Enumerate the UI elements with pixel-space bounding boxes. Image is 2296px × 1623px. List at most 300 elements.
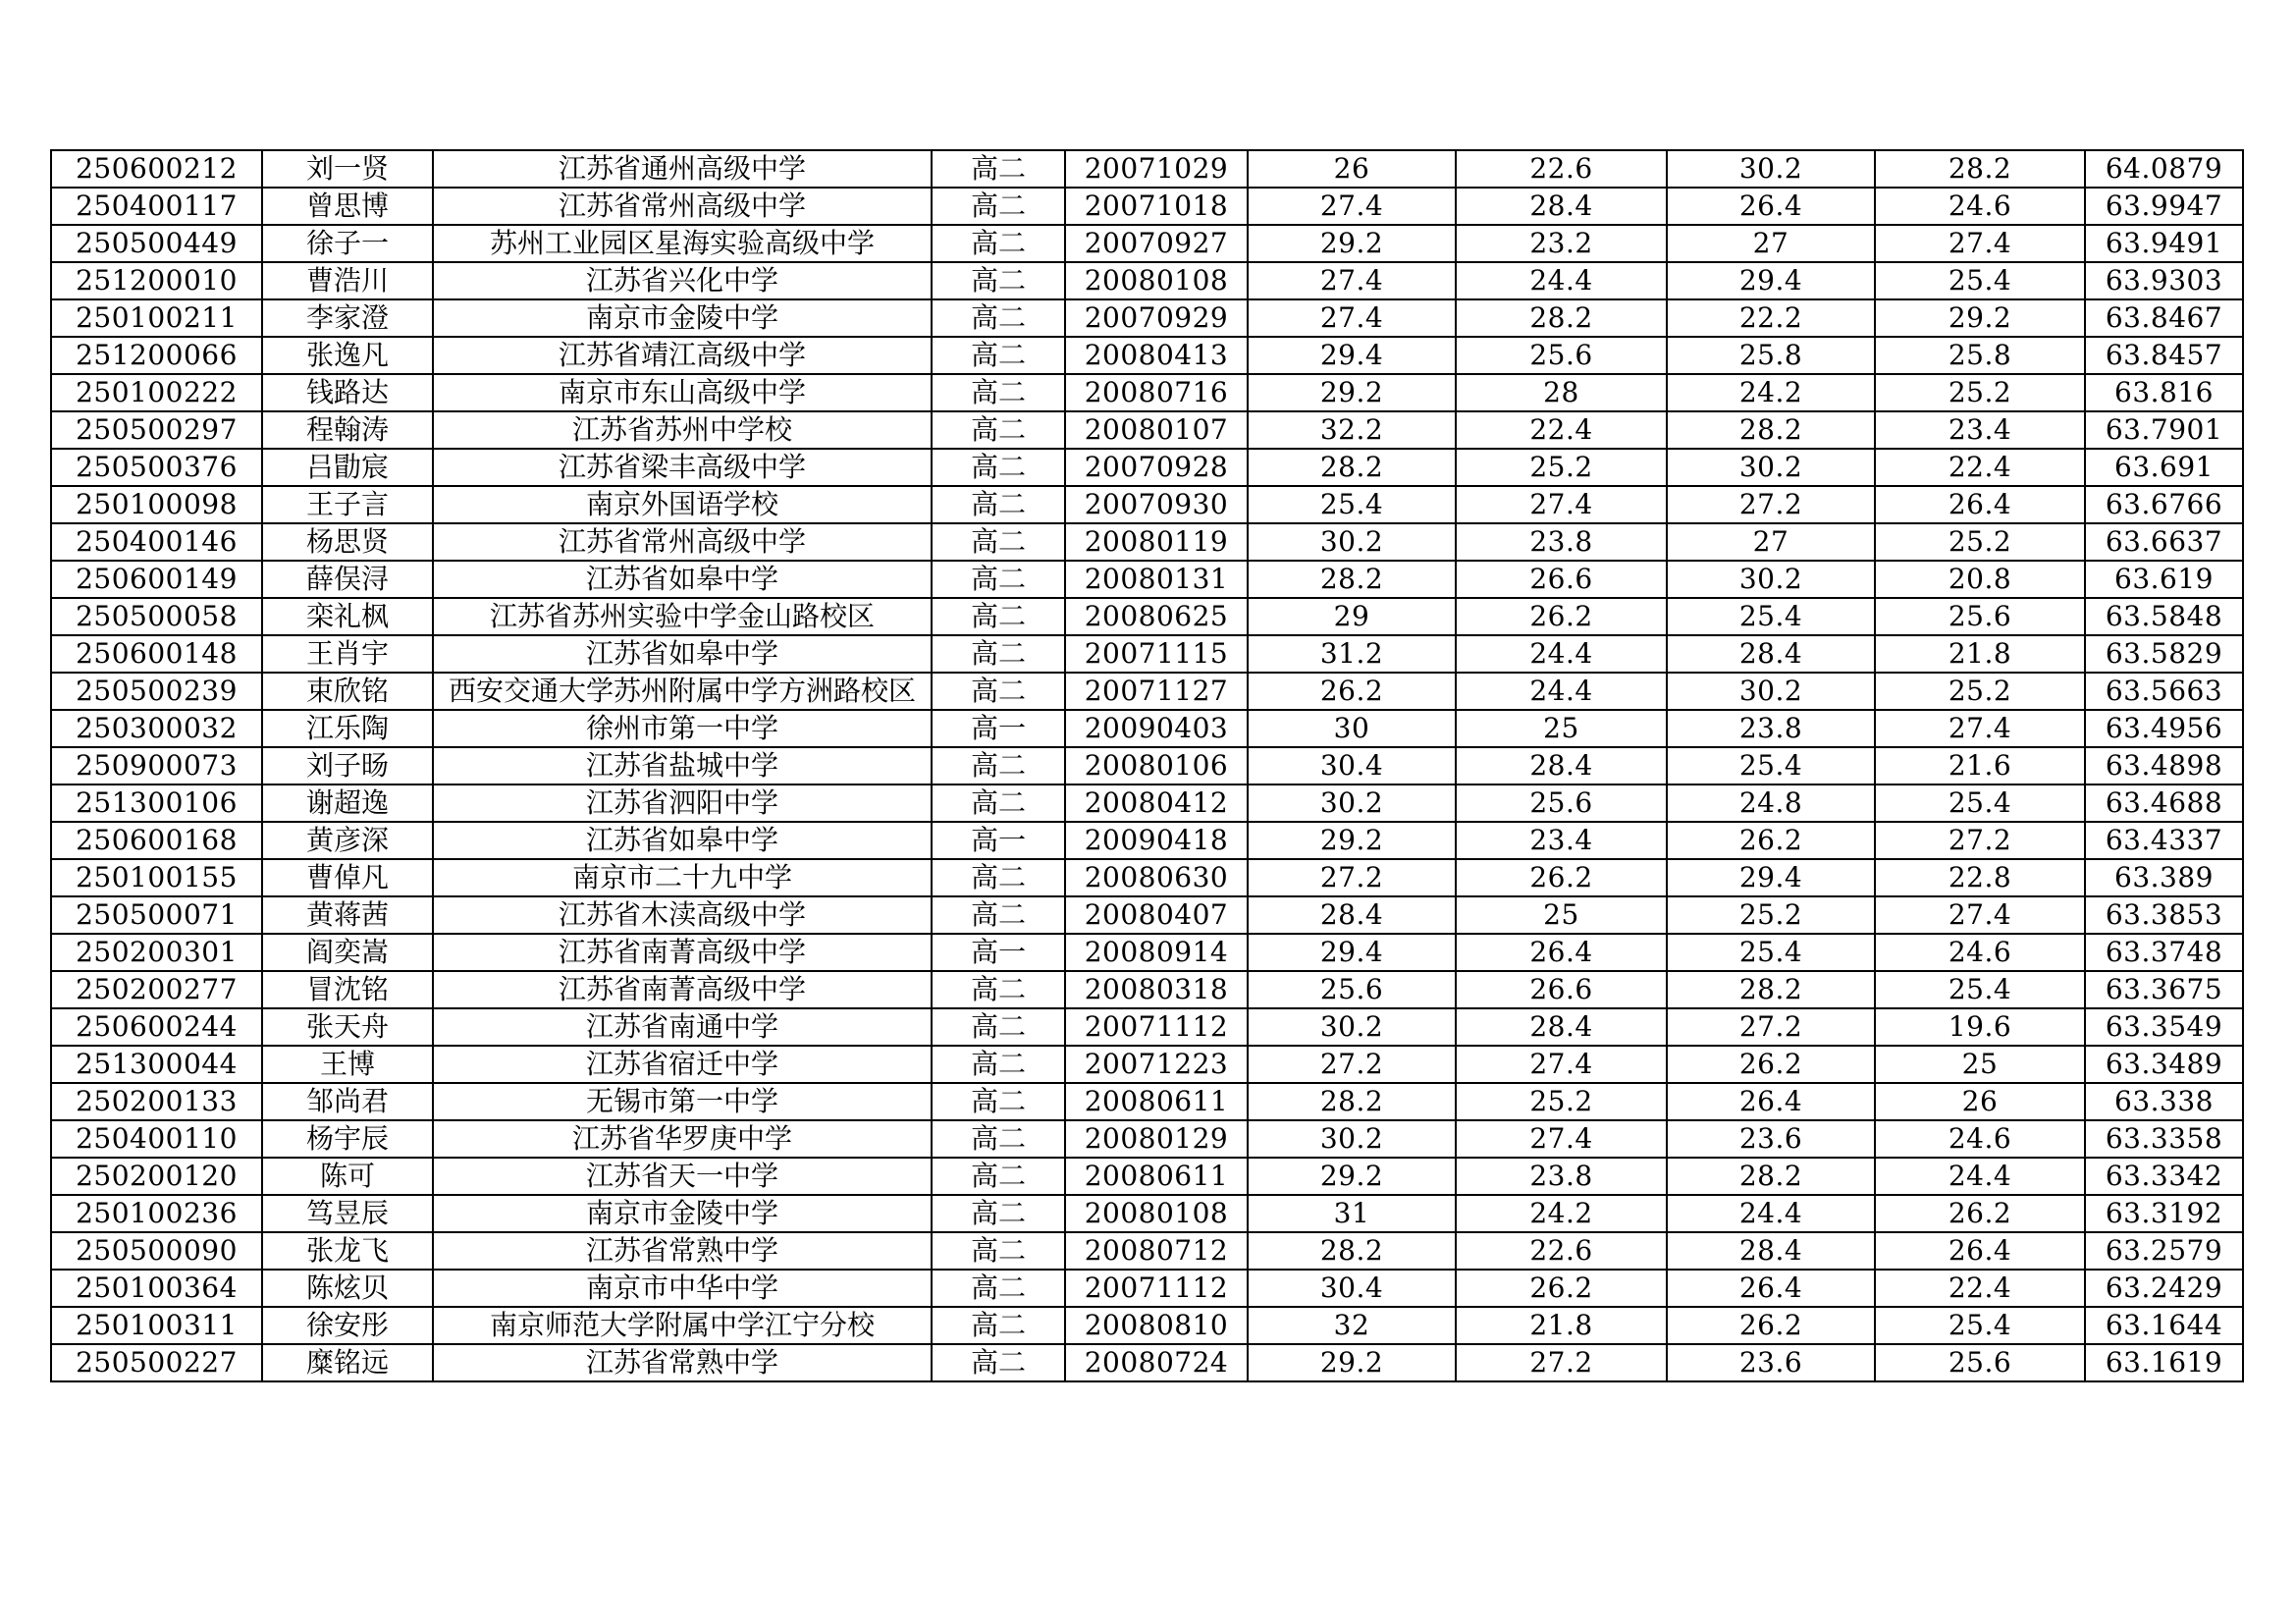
grade-cell: 高二	[932, 896, 1065, 934]
school-cell: 江苏省常熟中学	[433, 1232, 932, 1270]
total-score-cell: 63.3748	[2085, 934, 2243, 971]
score-table-container	[50, 149, 2244, 1382]
score-3-cell: 26.4	[1667, 1083, 1875, 1120]
student-id-cell: 250200301	[51, 934, 262, 971]
grade-cell: 高二	[932, 374, 1065, 411]
score-4-cell: 27.4	[1875, 710, 2085, 747]
total-score-cell: 63.5663	[2085, 673, 2243, 710]
total-score-cell: 63.3342	[2085, 1158, 2243, 1195]
score-1-cell: 25.4	[1248, 486, 1456, 523]
total-score-cell: 63.5829	[2085, 635, 2243, 673]
grade-cell: 高二	[932, 673, 1065, 710]
student-id-cell: 250100364	[51, 1270, 262, 1307]
score-2-cell: 28.4	[1456, 747, 1667, 784]
name-cell: 陈炫贝	[262, 1270, 433, 1307]
birthdate-cell: 20080107	[1065, 411, 1248, 449]
score-1-cell: 31	[1248, 1195, 1456, 1232]
score-2-cell: 26.6	[1456, 561, 1667, 598]
table-row	[51, 598, 2243, 635]
score-4-cell: 26	[1875, 1083, 2085, 1120]
score-1-cell: 28.4	[1248, 896, 1456, 934]
score-3-cell: 28.2	[1667, 971, 1875, 1008]
birthdate-cell: 20080712	[1065, 1232, 1248, 1270]
student-id-cell: 250200120	[51, 1158, 262, 1195]
student-id-cell: 250500071	[51, 896, 262, 934]
student-id-cell: 250600212	[51, 150, 262, 188]
name-cell: 黄蒋茜	[262, 896, 433, 934]
score-2-cell: 27.4	[1456, 486, 1667, 523]
score-1-cell: 30.4	[1248, 747, 1456, 784]
name-cell: 徐安彤	[262, 1307, 433, 1344]
student-id-cell: 250500090	[51, 1232, 262, 1270]
grade-cell: 高一	[932, 822, 1065, 859]
student-id-cell: 250400146	[51, 523, 262, 561]
score-1-cell: 26.2	[1248, 673, 1456, 710]
score-3-cell: 23.6	[1667, 1344, 1875, 1381]
grade-cell: 高二	[932, 598, 1065, 635]
name-cell: 徐子一	[262, 225, 433, 262]
grade-cell: 高二	[932, 1344, 1065, 1381]
birthdate-cell: 20071029	[1065, 150, 1248, 188]
school-cell: 江苏省天一中学	[433, 1158, 932, 1195]
score-2-cell: 26.2	[1456, 598, 1667, 635]
score-1-cell: 30.2	[1248, 1120, 1456, 1158]
school-cell: 江苏省梁丰高级中学	[433, 449, 932, 486]
score-4-cell: 23.4	[1875, 411, 2085, 449]
score-4-cell: 25.6	[1875, 598, 2085, 635]
birthdate-cell: 20080129	[1065, 1120, 1248, 1158]
score-4-cell: 29.2	[1875, 299, 2085, 337]
school-cell: 江苏省苏州实验中学金山路校区	[433, 598, 932, 635]
grade-cell: 高二	[932, 337, 1065, 374]
name-cell: 黄彦深	[262, 822, 433, 859]
score-3-cell: 29.4	[1667, 859, 1875, 896]
school-cell: 江苏省通州高级中学	[433, 150, 932, 188]
birthdate-cell: 20071115	[1065, 635, 1248, 673]
table-row	[51, 896, 2243, 934]
total-score-cell: 63.3675	[2085, 971, 2243, 1008]
total-score-cell: 63.389	[2085, 859, 2243, 896]
birthdate-cell: 20080611	[1065, 1158, 1248, 1195]
name-cell: 曹浩川	[262, 262, 433, 299]
score-3-cell: 28.2	[1667, 411, 1875, 449]
score-1-cell: 32	[1248, 1307, 1456, 1344]
score-2-cell: 23.8	[1456, 1158, 1667, 1195]
birthdate-cell: 20080318	[1065, 971, 1248, 1008]
birthdate-cell: 20071223	[1065, 1046, 1248, 1083]
student-id-cell: 250500376	[51, 449, 262, 486]
grade-cell: 高二	[932, 635, 1065, 673]
score-3-cell: 23.6	[1667, 1120, 1875, 1158]
table-row	[51, 673, 2243, 710]
score-2-cell: 23.8	[1456, 523, 1667, 561]
score-3-cell: 26.2	[1667, 822, 1875, 859]
student-id-cell: 250600168	[51, 822, 262, 859]
score-1-cell: 28.2	[1248, 1232, 1456, 1270]
school-cell: 南京市二十九中学	[433, 859, 932, 896]
grade-cell: 高二	[932, 1120, 1065, 1158]
score-3-cell: 27.2	[1667, 1008, 1875, 1046]
score-4-cell: 22.4	[1875, 1270, 2085, 1307]
table-row	[51, 1232, 2243, 1270]
table-row	[51, 411, 2243, 449]
school-cell: 江苏省南通中学	[433, 1008, 932, 1046]
school-cell: 江苏省苏州中学校	[433, 411, 932, 449]
score-2-cell: 21.8	[1456, 1307, 1667, 1344]
school-cell: 江苏省宿迁中学	[433, 1046, 932, 1083]
grade-cell: 高二	[932, 859, 1065, 896]
score-1-cell: 26	[1248, 150, 1456, 188]
birthdate-cell: 20070930	[1065, 486, 1248, 523]
score-3-cell: 27.2	[1667, 486, 1875, 523]
name-cell: 张天舟	[262, 1008, 433, 1046]
total-score-cell: 63.1644	[2085, 1307, 2243, 1344]
score-3-cell: 30.2	[1667, 449, 1875, 486]
school-cell: 江苏省常州高级中学	[433, 188, 932, 225]
total-score-cell: 63.338	[2085, 1083, 2243, 1120]
name-cell: 王子言	[262, 486, 433, 523]
grade-cell: 高二	[932, 1232, 1065, 1270]
grade-cell: 高二	[932, 449, 1065, 486]
score-2-cell: 28.4	[1456, 1008, 1667, 1046]
grade-cell: 高二	[932, 150, 1065, 188]
total-score-cell: 63.1619	[2085, 1344, 2243, 1381]
student-id-cell: 250100098	[51, 486, 262, 523]
score-2-cell: 25	[1456, 896, 1667, 934]
score-1-cell: 30	[1248, 710, 1456, 747]
school-cell: 江苏省如皋中学	[433, 635, 932, 673]
total-score-cell: 63.4898	[2085, 747, 2243, 784]
grade-cell: 高二	[932, 561, 1065, 598]
table-row	[51, 1008, 2243, 1046]
birthdate-cell: 20080724	[1065, 1344, 1248, 1381]
birthdate-cell: 20080810	[1065, 1307, 1248, 1344]
school-cell: 江苏省如皋中学	[433, 822, 932, 859]
score-3-cell: 24.4	[1667, 1195, 1875, 1232]
score-2-cell: 23.2	[1456, 225, 1667, 262]
name-cell: 谢超逸	[262, 784, 433, 822]
student-id-cell: 250200277	[51, 971, 262, 1008]
score-3-cell: 29.4	[1667, 262, 1875, 299]
score-1-cell: 29.2	[1248, 1344, 1456, 1381]
table-row	[51, 561, 2243, 598]
score-3-cell: 28.4	[1667, 1232, 1875, 1270]
school-cell: 江苏省泗阳中学	[433, 784, 932, 822]
name-cell: 阎奕嵩	[262, 934, 433, 971]
name-cell: 邹尚君	[262, 1083, 433, 1120]
score-4-cell: 28.2	[1875, 150, 2085, 188]
grade-cell: 高二	[932, 1270, 1065, 1307]
score-1-cell: 30.2	[1248, 784, 1456, 822]
score-2-cell: 26.2	[1456, 1270, 1667, 1307]
score-3-cell: 30.2	[1667, 673, 1875, 710]
total-score-cell: 63.2579	[2085, 1232, 2243, 1270]
score-2-cell: 25.2	[1456, 449, 1667, 486]
score-3-cell: 22.2	[1667, 299, 1875, 337]
table-row	[51, 635, 2243, 673]
student-id-cell: 251300106	[51, 784, 262, 822]
birthdate-cell: 20090418	[1065, 822, 1248, 859]
total-score-cell: 63.5848	[2085, 598, 2243, 635]
student-id-cell: 250400110	[51, 1120, 262, 1158]
score-4-cell: 25.2	[1875, 673, 2085, 710]
name-cell: 笃昱辰	[262, 1195, 433, 1232]
table-body	[51, 150, 2243, 1381]
score-1-cell: 32.2	[1248, 411, 1456, 449]
score-3-cell: 26.2	[1667, 1046, 1875, 1083]
score-1-cell: 28.2	[1248, 561, 1456, 598]
birthdate-cell: 20080131	[1065, 561, 1248, 598]
school-cell: 江苏省华罗庚中学	[433, 1120, 932, 1158]
score-4-cell: 27.4	[1875, 225, 2085, 262]
student-id-cell: 251200010	[51, 262, 262, 299]
score-2-cell: 26.4	[1456, 934, 1667, 971]
grade-cell: 高二	[932, 1046, 1065, 1083]
birthdate-cell: 20080716	[1065, 374, 1248, 411]
score-4-cell: 21.6	[1875, 747, 2085, 784]
birthdate-cell: 20080106	[1065, 747, 1248, 784]
total-score-cell: 63.3853	[2085, 896, 2243, 934]
table-row	[51, 710, 2243, 747]
grade-cell: 高一	[932, 710, 1065, 747]
school-cell: 江苏省靖江高级中学	[433, 337, 932, 374]
total-score-cell: 63.619	[2085, 561, 2243, 598]
score-4-cell: 27.4	[1875, 896, 2085, 934]
total-score-cell: 63.8467	[2085, 299, 2243, 337]
table-row	[51, 486, 2243, 523]
score-3-cell: 26.4	[1667, 188, 1875, 225]
birthdate-cell: 20071112	[1065, 1008, 1248, 1046]
name-cell: 王博	[262, 1046, 433, 1083]
score-1-cell: 29	[1248, 598, 1456, 635]
name-cell: 江乐陶	[262, 710, 433, 747]
score-4-cell: 25.4	[1875, 971, 2085, 1008]
score-4-cell: 25.4	[1875, 784, 2085, 822]
score-4-cell: 25.6	[1875, 1344, 2085, 1381]
table-row	[51, 1344, 2243, 1381]
total-score-cell: 63.9491	[2085, 225, 2243, 262]
student-id-cell: 251200066	[51, 337, 262, 374]
score-4-cell: 24.4	[1875, 1158, 2085, 1195]
table-row	[51, 1120, 2243, 1158]
score-4-cell: 27.2	[1875, 822, 2085, 859]
score-2-cell: 25	[1456, 710, 1667, 747]
table-row	[51, 449, 2243, 486]
score-1-cell: 27.4	[1248, 188, 1456, 225]
school-cell: 南京市金陵中学	[433, 299, 932, 337]
student-id-cell: 251300044	[51, 1046, 262, 1083]
score-3-cell: 30.2	[1667, 561, 1875, 598]
score-2-cell: 28.2	[1456, 299, 1667, 337]
score-2-cell: 24.4	[1456, 635, 1667, 673]
score-1-cell: 29.2	[1248, 822, 1456, 859]
score-4-cell: 25	[1875, 1046, 2085, 1083]
grade-cell: 高二	[932, 523, 1065, 561]
school-cell: 南京师范大学附属中学江宁分校	[433, 1307, 932, 1344]
table-row	[51, 188, 2243, 225]
name-cell: 陈可	[262, 1158, 433, 1195]
score-4-cell: 22.8	[1875, 859, 2085, 896]
score-1-cell: 31.2	[1248, 635, 1456, 673]
score-3-cell: 25.8	[1667, 337, 1875, 374]
name-cell: 糜铭远	[262, 1344, 433, 1381]
table-row	[51, 747, 2243, 784]
total-score-cell: 63.7901	[2085, 411, 2243, 449]
score-3-cell: 28.4	[1667, 635, 1875, 673]
table-row	[51, 374, 2243, 411]
score-1-cell: 30.2	[1248, 523, 1456, 561]
score-2-cell: 25.2	[1456, 1083, 1667, 1120]
table-row	[51, 337, 2243, 374]
score-2-cell: 26.6	[1456, 971, 1667, 1008]
score-4-cell: 25.8	[1875, 337, 2085, 374]
table-row	[51, 262, 2243, 299]
score-2-cell: 23.4	[1456, 822, 1667, 859]
student-id-cell: 250100222	[51, 374, 262, 411]
school-cell: 无锡市第一中学	[433, 1083, 932, 1120]
score-1-cell: 30.4	[1248, 1270, 1456, 1307]
table-row	[51, 1195, 2243, 1232]
score-1-cell: 29.2	[1248, 225, 1456, 262]
score-1-cell: 27.2	[1248, 1046, 1456, 1083]
score-4-cell: 20.8	[1875, 561, 2085, 598]
score-3-cell: 25.4	[1667, 598, 1875, 635]
score-1-cell: 25.6	[1248, 971, 1456, 1008]
score-2-cell: 27.4	[1456, 1046, 1667, 1083]
grade-cell: 高二	[932, 1195, 1065, 1232]
score-2-cell: 24.4	[1456, 262, 1667, 299]
total-score-cell: 63.9303	[2085, 262, 2243, 299]
score-3-cell: 26.2	[1667, 1307, 1875, 1344]
table-row	[51, 523, 2243, 561]
score-2-cell: 27.2	[1456, 1344, 1667, 1381]
score-4-cell: 21.8	[1875, 635, 2085, 673]
name-cell: 曹倬凡	[262, 859, 433, 896]
score-3-cell: 25.4	[1667, 747, 1875, 784]
table-row	[51, 225, 2243, 262]
school-cell: 南京市中华中学	[433, 1270, 932, 1307]
score-1-cell: 29.2	[1248, 374, 1456, 411]
birthdate-cell: 20090403	[1065, 710, 1248, 747]
total-score-cell: 63.816	[2085, 374, 2243, 411]
score-3-cell: 27	[1667, 225, 1875, 262]
student-id-cell: 250500239	[51, 673, 262, 710]
score-1-cell: 27.4	[1248, 299, 1456, 337]
school-cell: 苏州工业园区星海实验高级中学	[433, 225, 932, 262]
student-id-cell: 250600148	[51, 635, 262, 673]
name-cell: 吕勖宸	[262, 449, 433, 486]
table-row	[51, 822, 2243, 859]
name-cell: 冒沈铭	[262, 971, 433, 1008]
table-row	[51, 1083, 2243, 1120]
score-3-cell: 28.2	[1667, 1158, 1875, 1195]
score-2-cell: 22.6	[1456, 150, 1667, 188]
birthdate-cell: 20080412	[1065, 784, 1248, 822]
school-cell: 江苏省常州高级中学	[433, 523, 932, 561]
birthdate-cell: 20080914	[1065, 934, 1248, 971]
score-1-cell: 29.2	[1248, 1158, 1456, 1195]
name-cell: 李家澄	[262, 299, 433, 337]
score-2-cell: 22.4	[1456, 411, 1667, 449]
birthdate-cell: 20080413	[1065, 337, 1248, 374]
school-cell: 江苏省南菁高级中学	[433, 971, 932, 1008]
table-row	[51, 1270, 2243, 1307]
score-3-cell: 26.4	[1667, 1270, 1875, 1307]
score-4-cell: 19.6	[1875, 1008, 2085, 1046]
score-1-cell: 29.4	[1248, 337, 1456, 374]
total-score-cell: 63.4688	[2085, 784, 2243, 822]
score-1-cell: 28.2	[1248, 449, 1456, 486]
score-table	[50, 149, 2244, 1382]
name-cell: 曾思博	[262, 188, 433, 225]
grade-cell: 高二	[932, 747, 1065, 784]
total-score-cell: 63.8457	[2085, 337, 2243, 374]
score-2-cell: 28	[1456, 374, 1667, 411]
birthdate-cell: 20080630	[1065, 859, 1248, 896]
birthdate-cell: 20080119	[1065, 523, 1248, 561]
score-4-cell: 24.6	[1875, 1120, 2085, 1158]
score-3-cell: 24.8	[1667, 784, 1875, 822]
grade-cell: 高二	[932, 299, 1065, 337]
total-score-cell: 63.3192	[2085, 1195, 2243, 1232]
score-2-cell: 24.2	[1456, 1195, 1667, 1232]
grade-cell: 高二	[932, 1158, 1065, 1195]
student-id-cell: 250500227	[51, 1344, 262, 1381]
total-score-cell: 64.0879	[2085, 150, 2243, 188]
score-2-cell: 28.4	[1456, 188, 1667, 225]
birthdate-cell: 20080625	[1065, 598, 1248, 635]
score-2-cell: 27.4	[1456, 1120, 1667, 1158]
total-score-cell: 63.6637	[2085, 523, 2243, 561]
total-score-cell: 63.691	[2085, 449, 2243, 486]
score-2-cell: 25.6	[1456, 784, 1667, 822]
name-cell: 程翰涛	[262, 411, 433, 449]
score-1-cell: 30.2	[1248, 1008, 1456, 1046]
grade-cell: 高二	[932, 486, 1065, 523]
score-4-cell: 26.2	[1875, 1195, 2085, 1232]
grade-cell: 高二	[932, 411, 1065, 449]
birthdate-cell: 20080407	[1065, 896, 1248, 934]
name-cell: 薛俣浔	[262, 561, 433, 598]
student-id-cell: 250100311	[51, 1307, 262, 1344]
birthdate-cell: 20080611	[1065, 1083, 1248, 1120]
grade-cell: 高二	[932, 784, 1065, 822]
name-cell: 张龙飞	[262, 1232, 433, 1270]
score-4-cell: 22.4	[1875, 449, 2085, 486]
student-id-cell: 250300032	[51, 710, 262, 747]
school-cell: 南京市金陵中学	[433, 1195, 932, 1232]
student-id-cell: 250100155	[51, 859, 262, 896]
name-cell: 栾礼枫	[262, 598, 433, 635]
grade-cell: 高一	[932, 934, 1065, 971]
student-id-cell: 250600244	[51, 1008, 262, 1046]
birthdate-cell: 20071112	[1065, 1270, 1248, 1307]
score-1-cell: 27.2	[1248, 859, 1456, 896]
school-cell: 徐州市第一中学	[433, 710, 932, 747]
score-2-cell: 25.6	[1456, 337, 1667, 374]
score-4-cell: 25.2	[1875, 523, 2085, 561]
table-row	[51, 150, 2243, 188]
student-id-cell: 250100236	[51, 1195, 262, 1232]
score-2-cell: 24.4	[1456, 673, 1667, 710]
grade-cell: 高二	[932, 225, 1065, 262]
grade-cell: 高二	[932, 1083, 1065, 1120]
birthdate-cell: 20070928	[1065, 449, 1248, 486]
name-cell: 王肖宇	[262, 635, 433, 673]
score-4-cell: 26.4	[1875, 1232, 2085, 1270]
birthdate-cell: 20080108	[1065, 1195, 1248, 1232]
grade-cell: 高二	[932, 1307, 1065, 1344]
